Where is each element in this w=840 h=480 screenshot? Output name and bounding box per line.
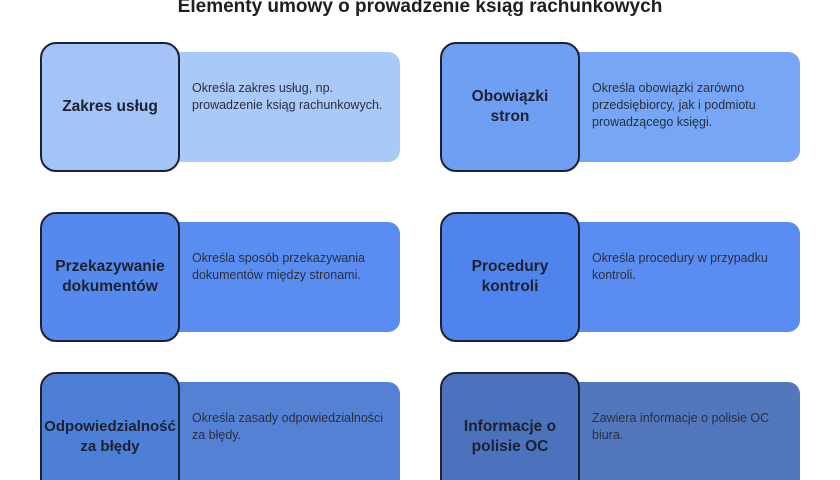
card-zakres-uslug (40, 42, 402, 172)
card-heading (440, 372, 580, 480)
card-heading-text: Zakres usług (62, 98, 158, 115)
card-heading (440, 212, 580, 342)
card-heading-text: Odpowiedzialność za błędy (44, 418, 176, 455)
card-heading-text: Obowiązki stron (471, 88, 549, 125)
card-heading (40, 212, 180, 342)
card-heading-text: Przekazywanie dokumentów (55, 258, 165, 295)
card-przekazywanie-dokumentow (40, 212, 402, 342)
card-heading (440, 42, 580, 172)
card-description: Określa zakres usług, np. prowadzenie ksiąg rachunkowych. (158, 52, 400, 162)
card-odpowiedzialnosc (40, 372, 402, 480)
diagram-title: Elementy umowy o prowadzenie ksiąg rachunkowych (177, 0, 663, 17)
card-description: Określa obowiązki zarówno przedsiębiorcy, jak i podmiotu prowadzącego księgi. (558, 52, 800, 162)
card-description: Określa sposób przekazywania dokumentów między stronami. (158, 222, 400, 332)
card-polisa-oc (440, 372, 802, 480)
card-description: Określa zasady odpowiedzialności za błędy. (158, 382, 400, 480)
card-heading-text: Informacje o polisie OC (463, 418, 557, 455)
card-heading-text: Procedury kontroli (471, 258, 549, 295)
card-obowiazki-stron (440, 42, 802, 172)
card-heading (40, 42, 180, 172)
card-description: Zawiera informacje o polisie OC biura. (558, 382, 800, 480)
card-heading (40, 372, 180, 480)
card-description: Określa procedury w przypadku kontroli. (558, 222, 800, 332)
card-procedury-kontroli (440, 212, 802, 342)
